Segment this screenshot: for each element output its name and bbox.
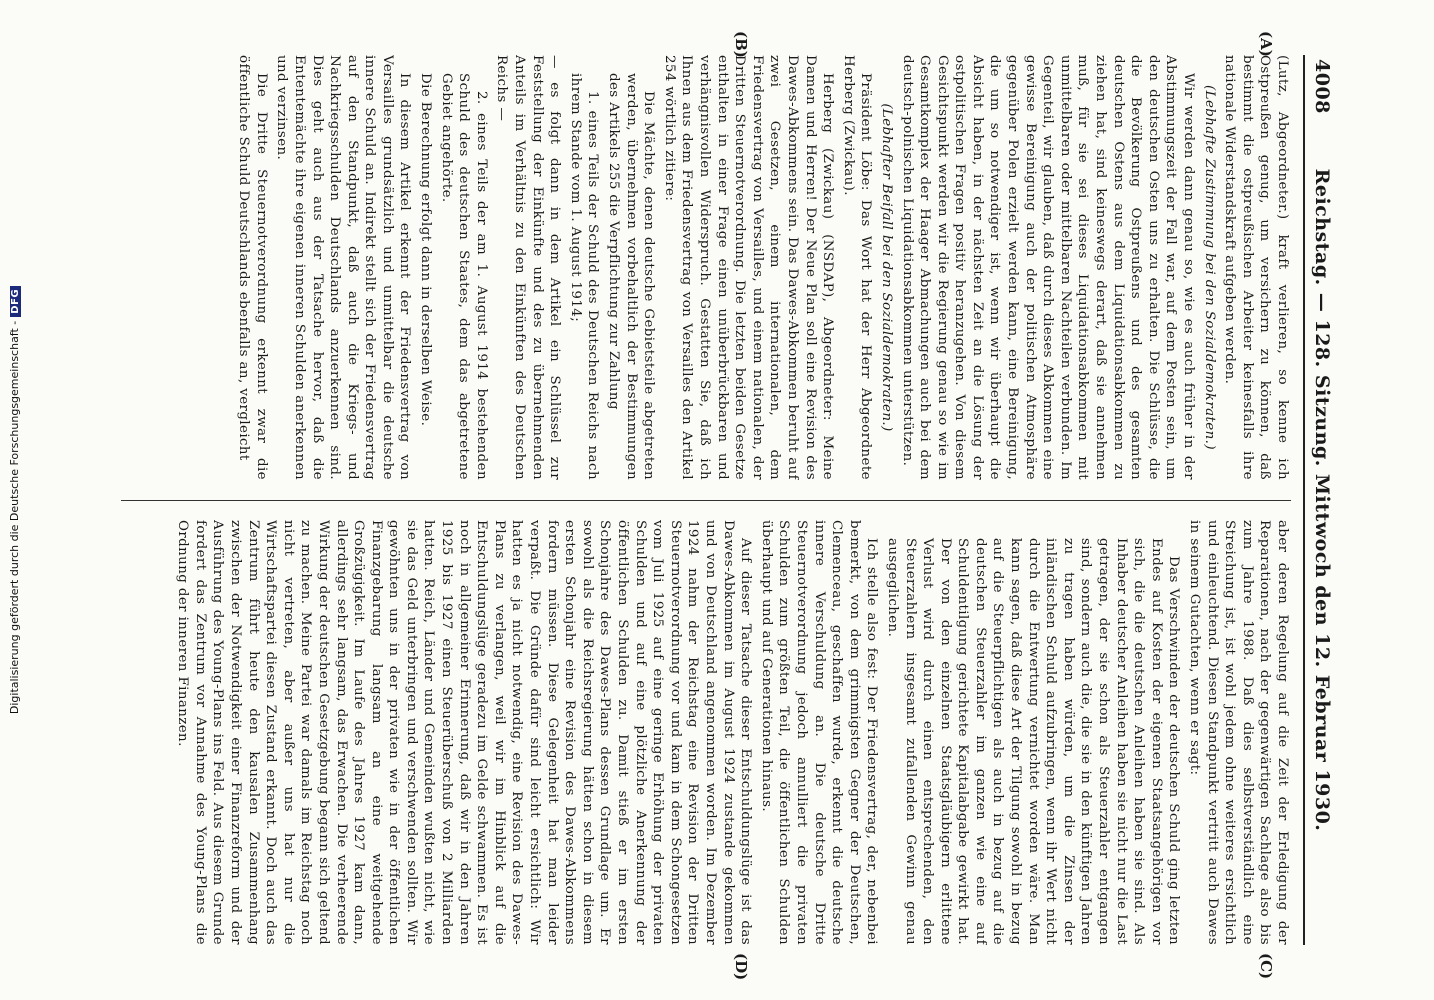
column-divider [121, 500, 1291, 501]
paragraph: 2. eines Teils der am 1. August 1914 bestehenden Schuld des deutschen Staates, dem das abgetretene Gebiet angehörte. [438, 73, 489, 480]
margin-letter-b: (B) [732, 31, 750, 58]
paragraph: aber deren Regelung auf die Zeit der Erledigung der Reparationen, nach der gegenwärtigen Sachlage also bis zum Jahre 1988. Daß dies selbstverständlich eine Streichung ist, ist wohl jedem ohne weiteres ersichtlich und einleuchtend. Diesen Standpunkt vertritt auch Dawes in seinem Gutachten, wenn er sagt: [1187, 520, 1290, 945]
margin-letter-c: (C) [1257, 953, 1275, 980]
left-text-column [111, 55, 1291, 480]
paragraph: (Lebhafter Beifall bei den Sozialdemokraten.) [878, 103, 894, 432]
page-number: 4008 [1311, 59, 1333, 114]
page-header [1303, 55, 1335, 945]
paragraph: Die Berechnung erfolgt dann in derselben Weise. [418, 73, 434, 427]
paragraph: (Lebhafte Zustimmung bei den Sozialdemokraten.) [1201, 85, 1217, 450]
running-title: Reichstag. — 128. Sitzung. Mittwoch den 12. Februar 1930. [1311, 168, 1333, 832]
rotated-page [95, 31, 1335, 981]
paragraph: Präsident Löbe: Das Wort hat der Herr Abgeordnete Herberg (Zwickau). [840, 55, 874, 480]
paragraph: Die Dritte Steuernotverordnung erkennt zwar die öffentliche Schuld Deutschlands ebenfalls an, vergleicht [236, 55, 269, 480]
paragraph: 1. eines Teils der Schuld des Deutschen Reichs nach ihrem Stande vom 1. August 1914; [567, 73, 601, 480]
margin-letter-d: (D) [732, 953, 750, 981]
paragraph: (Lutz, Abgeordneter.) kraft verlieren, so kenne ich Ostpreußen genug, um versichern zu können, daß bestimmt die ostpreußischen Arbeiter keinesfalls ihre nationale Widerstandskraft aufgeben werden. [1222, 55, 1290, 480]
credit-text: Digitalisierung gefördert durch die Deutsche Forschungsgemeinschaft - [8, 320, 21, 715]
paragraph: Wir werden dann genau so, wie es auch früher in der Abstimmungszeit der Fall war, auf dem Posten sein, um den deutschen Osten uns zu erhalten. Die Schlüsse, die die Bevölkerung Ostpreußens und des gesamten deutschen Ostens aus dem Liquidationsabkommen zu ziehen hat, sind keineswegs derart, daß sie annehmen muß, für sie sei dieses Liquidationsabkommen mit unmittelbaren oder mittelbaren Nachteilen verbunden. Im Gegenteil, wir glauben, daß durch dieses Abkommen eine gewisse Bereinigung auch der politischen Atmosphäre gegenüber Polen erzielt werden kann, eine Bereinigung, die um so notwendiger ist, wenn wir überhaupt die Absicht haben, in der nächsten Zeit an die Lösung der ostpolitischen Fragen positiv heranzugehen. Von diesem Gesichtspunkt werden wir die Regierung genau so wie im Gesamtkomplex der Haager Abmachungen auch bei dem deutsch-polnischen Liquidationsabkommen unterstützen. [899, 55, 1197, 480]
paragraph: Herberg (Zwickau) (NSDAP), Abgeordneter: Meine Damen und Herren! Der Neue Plan soll eine Revision des Dawes-Abkommens sein. Das Dawes-Abkommen beruht auf zwei Gesetzen, einem internationalen, dem Friedensvertrag von Versailles, und einem nationalen, der Dritten Steuernotverordnung. Die letzten beiden Gesetze enthalten in einer Frage einen unüberbrückbaren und verhängnisvollen Widerspruch. Gestatten Sie, daß ich Ihnen aus dem Friedensvertrag von Versailles den Artikel 254 wörtlich zitiere: [661, 55, 836, 480]
paragraph: Ich stelle also fest: Der Friedensvertrag, der, nebenbei bemerkt, von dem grimmigsten Gegner der Deutschen, Clemenceau, geschaffen wurde, erkennt die deutsche innere Verschuldung an. Die deutsche Dritte Steuernotverordnung jedoch annulliert die privaten Schulden zum größten Teil, die öffentlichen Schulden überhaupt und auf Generationen hinaus. [758, 520, 880, 945]
paragraph: Auf dieser Tatsache dieser Entschuldungslüge ist das Dawes-Abkommen im August 1924 zustande gekommen und von Deutschland angenommen worden. Im Dezember 1924 nahm der Reichstag eine Revision der Dritten Steuernotverordnung vor und kam in dem Schongesetzen vom Juli 1925 auf eine geringe Erhöhung der privaten Schulden und auf eine plötzliche Anerkennung der öffentlichen Schulden zu. Damit stieß er im ersten Schonjahre des Dawes-Plans dessen Grundlage um. Er sowohl als die Reichsregierung hätten schon in diesem ersten Schonjahr eine Revision des Dawes-Abkommens fordern müssen. Diese Gelegenheit hat man leider verpaßt. Die Gründe dafür sind leicht ersichtlich: Wir hatten es ja nicht notwendig, eine Revision des Dawes-Plans zu verlangen, weil wir im Hinblick auf die Entschuldungslüge geradezu im Gelde schwammen. Es ist noch in allgemeiner Erinnerung, daß wir in den Jahren 1925 bis 1927 einen Steuerüberschuß von 2 Milliarden hatten. Reich, Länder und Gemeinden wußten nicht, wie sie das Geld unterbringen und verschwenden sollten. Wir gewöhnten uns in der privaten wie in der öffentlichen Finanzgebarung langsam an eine weitgehende Großzügigkeit. Im Laufe des Jahres 1927 kam dann, allerdings sehr langsam, das Erwachen. Die verheerende Wirkung der deutschen Gesetzgebung begann sich geltend zu machen. Meine Partei war damals im Reichstag noch nicht vertreten, aber außer uns hat nur die Wirtschaftspartei diesen Zustand erkannt. Doch auch das Zentrum führt heute den kausalen Zusammenhang zwischen der Notwendigkeit einer Finanzreform und der Ausführung des Young-Plans ins Feld. Aus diesem Grunde fordert das Zentrum vor Annahme des Young-Plans die Ordnung der inneren Finanzen. [175, 520, 754, 945]
right-text-column [111, 520, 1291, 945]
paragraph: — es folgt dann in dem Artikel ein Schlüssel zur Feststellung der Einkünfte und des zu übernehmenden Anteils im Verhältnis zu den Einkünften des Deutschen Reichs — [494, 55, 563, 480]
paragraph: Die Mächte, denen deutsche Gebietsteile abgetreten werden, übernehmen vorbehaltlich der Bestimmungen des Artikels 255 die Verpflichtung zur Zahlung [606, 73, 657, 480]
digitization-credit [8, 0, 32, 1000]
paragraph: In diesem Artikel erkennt der Friedensvertrag von Versailles grundsätzlich und unmittelbar die deutsche innere Schuld an. Indirekt stellt sich der Friedensvertrag auf den Standpunkt, daß auch die Kriegs- und Nachkriegsschulden Deutschlands anzuerkennen sind. Dies geht auch aus der Tatsache hervor, daß die Ententemächte ihre eigenen inneren Schulden anerkennen und verzinsen. [274, 55, 413, 480]
margin-letter-a: (A) [1257, 31, 1275, 57]
paragraph: Das Verschwinden der deutschen Schuld ging letzten Endes auf Kosten der eigenen Staatsangehörigen vor sich, die die deutschen Anleihen haben sie sind. Als Inhaber deutscher Anleihen haben sie nicht nur die Last getragen, der sie schon als Steuerzahler entgangen sind, sondern auch die, die sie in den künftigen Jahren zu tragen haben würden, um die Zinsen der inländischen Schuld aufzubringen, wenn ihr Wert nicht durch die Entwertung vernichtet worden wäre. Man kann sagen, daß diese Art der Tilgung sowohl in bezug auf die Steuerpflichtigen als auch in bezug auf die deutschen Steuerzahler im ganzen wie eine auf Schuldentilgung gerichtete Kapitalabgabe gewirkt hat. Der von den einzelnen Staatsgläubigern erlittene Verlust wird durch einen entsprechenden, den Steuerzahlern insgesamt zufallenden Gewinn genau ausgeglichen. [884, 538, 1182, 945]
dfg-logo: DFG [10, 286, 21, 317]
